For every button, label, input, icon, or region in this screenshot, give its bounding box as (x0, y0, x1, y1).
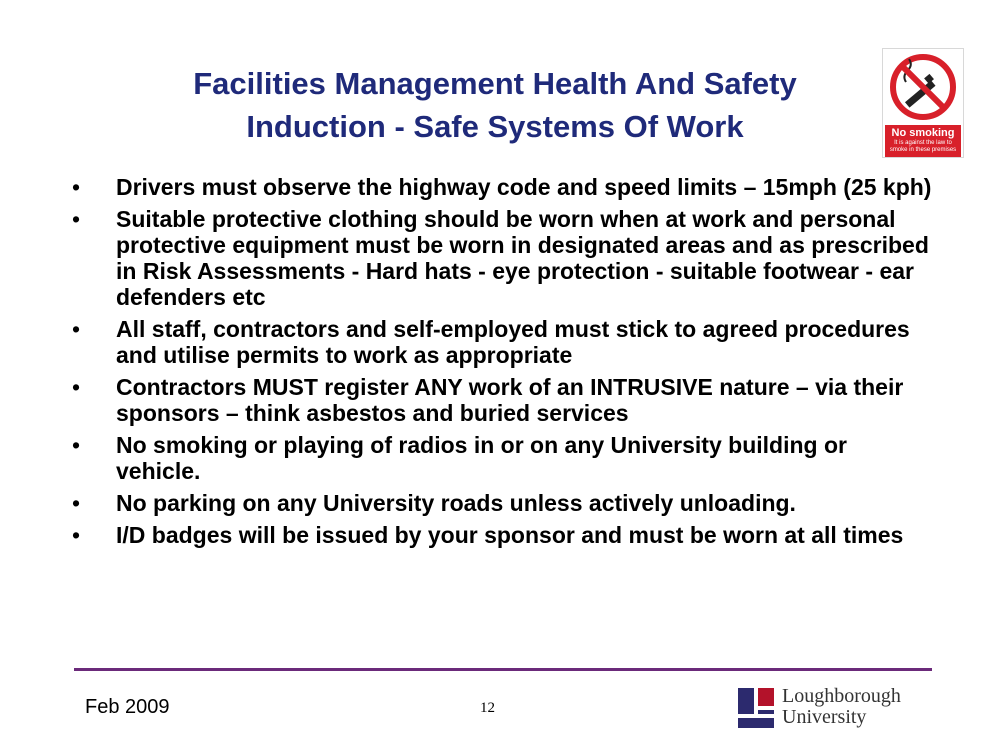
list-item-text: Drivers must observe the highway code and speed limits – 15mph (25 kph) (116, 174, 932, 200)
page-number: 12 (480, 700, 495, 716)
list-item-text: Contractors MUST register ANY work of an INTRUSIVE nature – via their sponsors – think asbestos and buried services (116, 374, 904, 426)
slide-title (100, 62, 890, 148)
university-logo (738, 686, 938, 730)
no-smoking-icon (888, 52, 958, 122)
university-crest-icon (738, 688, 776, 728)
logo-line-2: University (782, 706, 867, 728)
no-smoking-label: No smoking (891, 127, 955, 139)
no-smoking-subtext: It is against the law to smoke in these premises (889, 140, 957, 153)
list-item-text: All staff, contractors and self-employed must stick to agreed procedures and utilise permits to work as appropriate (116, 316, 910, 368)
bullet-list (72, 174, 932, 554)
title-line-1: Facilities Management Health And Safety (193, 66, 797, 101)
footer-date: Feb 2009 (85, 696, 170, 718)
bullet-marker: • (72, 374, 81, 400)
list-item (72, 490, 932, 516)
list-item (72, 316, 932, 368)
footer-divider (74, 668, 932, 671)
list-item (72, 432, 932, 484)
title-line-2: Induction - Safe Systems Of Work (246, 109, 744, 144)
bullet-marker: • (72, 522, 81, 548)
bullet-marker: • (72, 206, 81, 232)
no-smoking-sign (882, 48, 964, 158)
list-item-text: No smoking or playing of radios in or on any University building or vehicle. (116, 432, 847, 484)
logo-wordmark (782, 686, 901, 728)
bullet-marker: • (72, 316, 81, 342)
list-item (72, 522, 932, 548)
list-item-text: Suitable protective clothing should be worn when at work and personal protective equipment must be worn in designated areas and as prescribed in Risk Assessments - Hard hats - eye protection - suitable footwear - ear defenders etc (116, 206, 929, 310)
list-item (72, 206, 932, 310)
list-item-text: No parking on any University roads unless actively unloading. (116, 490, 796, 516)
list-item (72, 174, 932, 200)
list-item (72, 374, 932, 426)
bullet-marker: • (72, 174, 81, 200)
list-item-text: I/D badges will be issued by your sponsor and must be worn at all times (116, 522, 904, 548)
logo-line-1: Loughborough (782, 685, 901, 707)
bullet-marker: • (72, 490, 81, 516)
no-smoking-label-band (885, 125, 961, 157)
bullet-marker: • (72, 432, 81, 458)
